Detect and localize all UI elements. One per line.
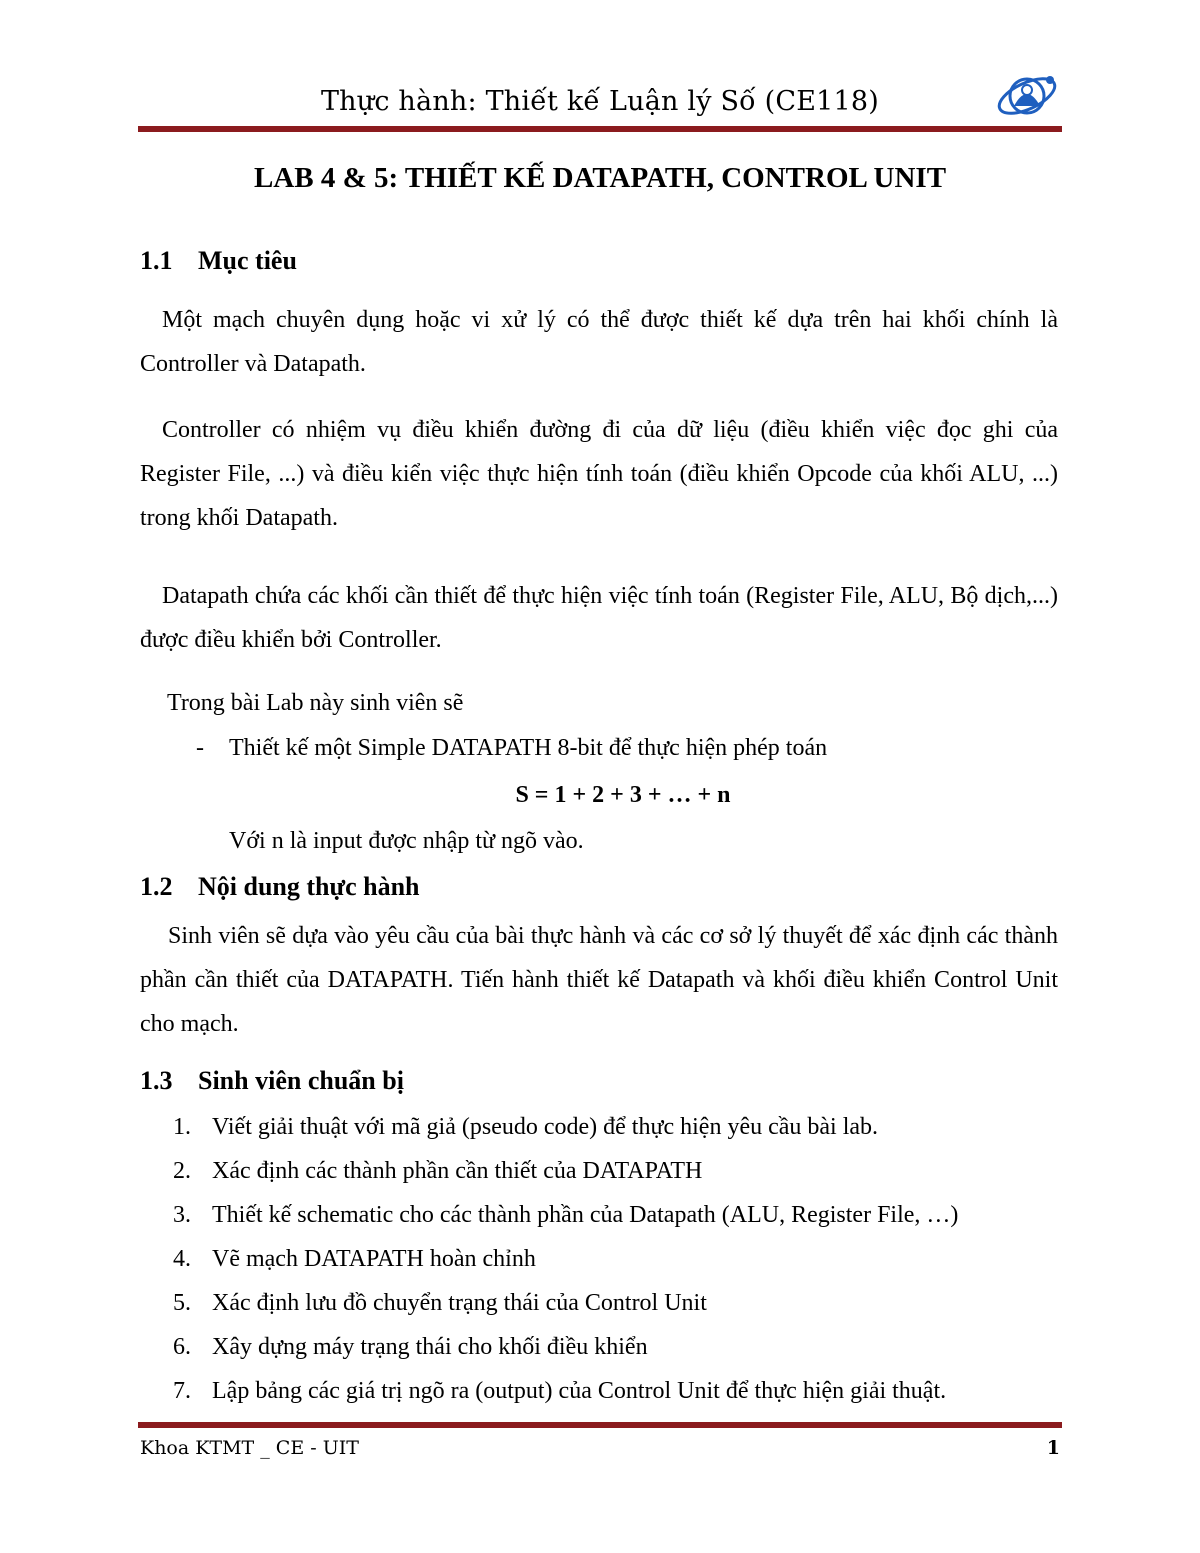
footer-department: Khoa KTMT _ CE - UIT: [140, 1437, 359, 1459]
paragraph: Datapath chứa các khối cần thiết để thực hiện việc tính toán (Register File, ALU, Bộ dịch,...) được điều khiển bởi Controller.: [140, 583, 1058, 653]
paragraph: Một mạch chuyên dụng hoặc vi xử lý có thể được thiết kế dựa trên hai khối chính là Controller và Datapath.: [140, 307, 1058, 377]
list-item: 1. Viết giải thuật với mã giả (pseudo code) để thực hiện yêu cầu bài lab.: [173, 1114, 879, 1140]
list-item: 5. Xác định lưu đồ chuyển trạng thái của Control Unit: [173, 1290, 707, 1316]
page-number: 1: [1046, 1437, 1060, 1459]
bullet-item: Thiết kế một Simple DATAPATH 8-bit để thực hiện phép toán: [229, 735, 828, 761]
bullet-marker: -: [196, 735, 204, 761]
section-number: 1.3: [140, 1066, 173, 1095]
list-item: 3. Thiết kế schematic cho các thành phần của Datapath (ALU, Register File, …): [173, 1202, 959, 1228]
formula: S = 1 + 2 + 3 + … + n: [515, 782, 731, 808]
section-title: Sinh viên chuẩn bị: [198, 1066, 404, 1095]
section-number: 1.1: [140, 246, 173, 275]
footer-rule: [138, 1422, 1062, 1428]
section-number: 1.2: [140, 872, 173, 901]
preparation-list: [173, 1105, 958, 1413]
section-heading-1-1: [140, 246, 297, 276]
list-item: 7. Lập bảng các giá trị ngõ ra (output) của Control Unit để thực hiện giải thuật.: [173, 1378, 947, 1404]
paragraph: Sinh viên sẽ dựa vào yêu cầu của bài thực hành và các cơ sở lý thuyết để xác định các thành phần cần thiết của DATAPATH. Tiến hành thiết kế Datapath và khối điều khiển Control Unit cho mạch.: [140, 923, 1058, 1037]
document-title: LAB 4 & 5: THIẾT KẾ DATAPATH, CONTROL UNIT: [253, 162, 947, 194]
header-rule: [138, 126, 1062, 132]
paragraph: Controller có nhiệm vụ điều khiển đường đi của dữ liệu (điều khiển việc đọc ghi của Register File, ...) và điều kiển việc thực hiện tính toán (điều khiển Opcode của khối ALU, ...) trong khối Datapath.: [140, 417, 1058, 531]
section-heading-1-3: [140, 1066, 404, 1096]
intro-line: Trong bài Lab này sinh viên sẽ: [167, 690, 464, 716]
header-title: Thực hành: Thiết kế Luận lý Số (CE118): [320, 86, 880, 117]
list-item: 6. Xây dựng máy trạng thái cho khối điều khiển: [173, 1334, 648, 1360]
formula-note: Với n là input được nhập từ ngõ vào.: [229, 828, 584, 854]
section-title: Nội dung thực hành: [198, 872, 420, 901]
list-item: 2. Xác định các thành phần cần thiết của DATAPATH: [173, 1158, 703, 1184]
list-item: 4. Vẽ mạch DATAPATH hoàn chỉnh: [173, 1246, 536, 1272]
section-heading-1-2: [140, 872, 420, 902]
section-title: Mục tiêu: [198, 246, 297, 275]
uit-logo-icon: [994, 68, 1060, 122]
